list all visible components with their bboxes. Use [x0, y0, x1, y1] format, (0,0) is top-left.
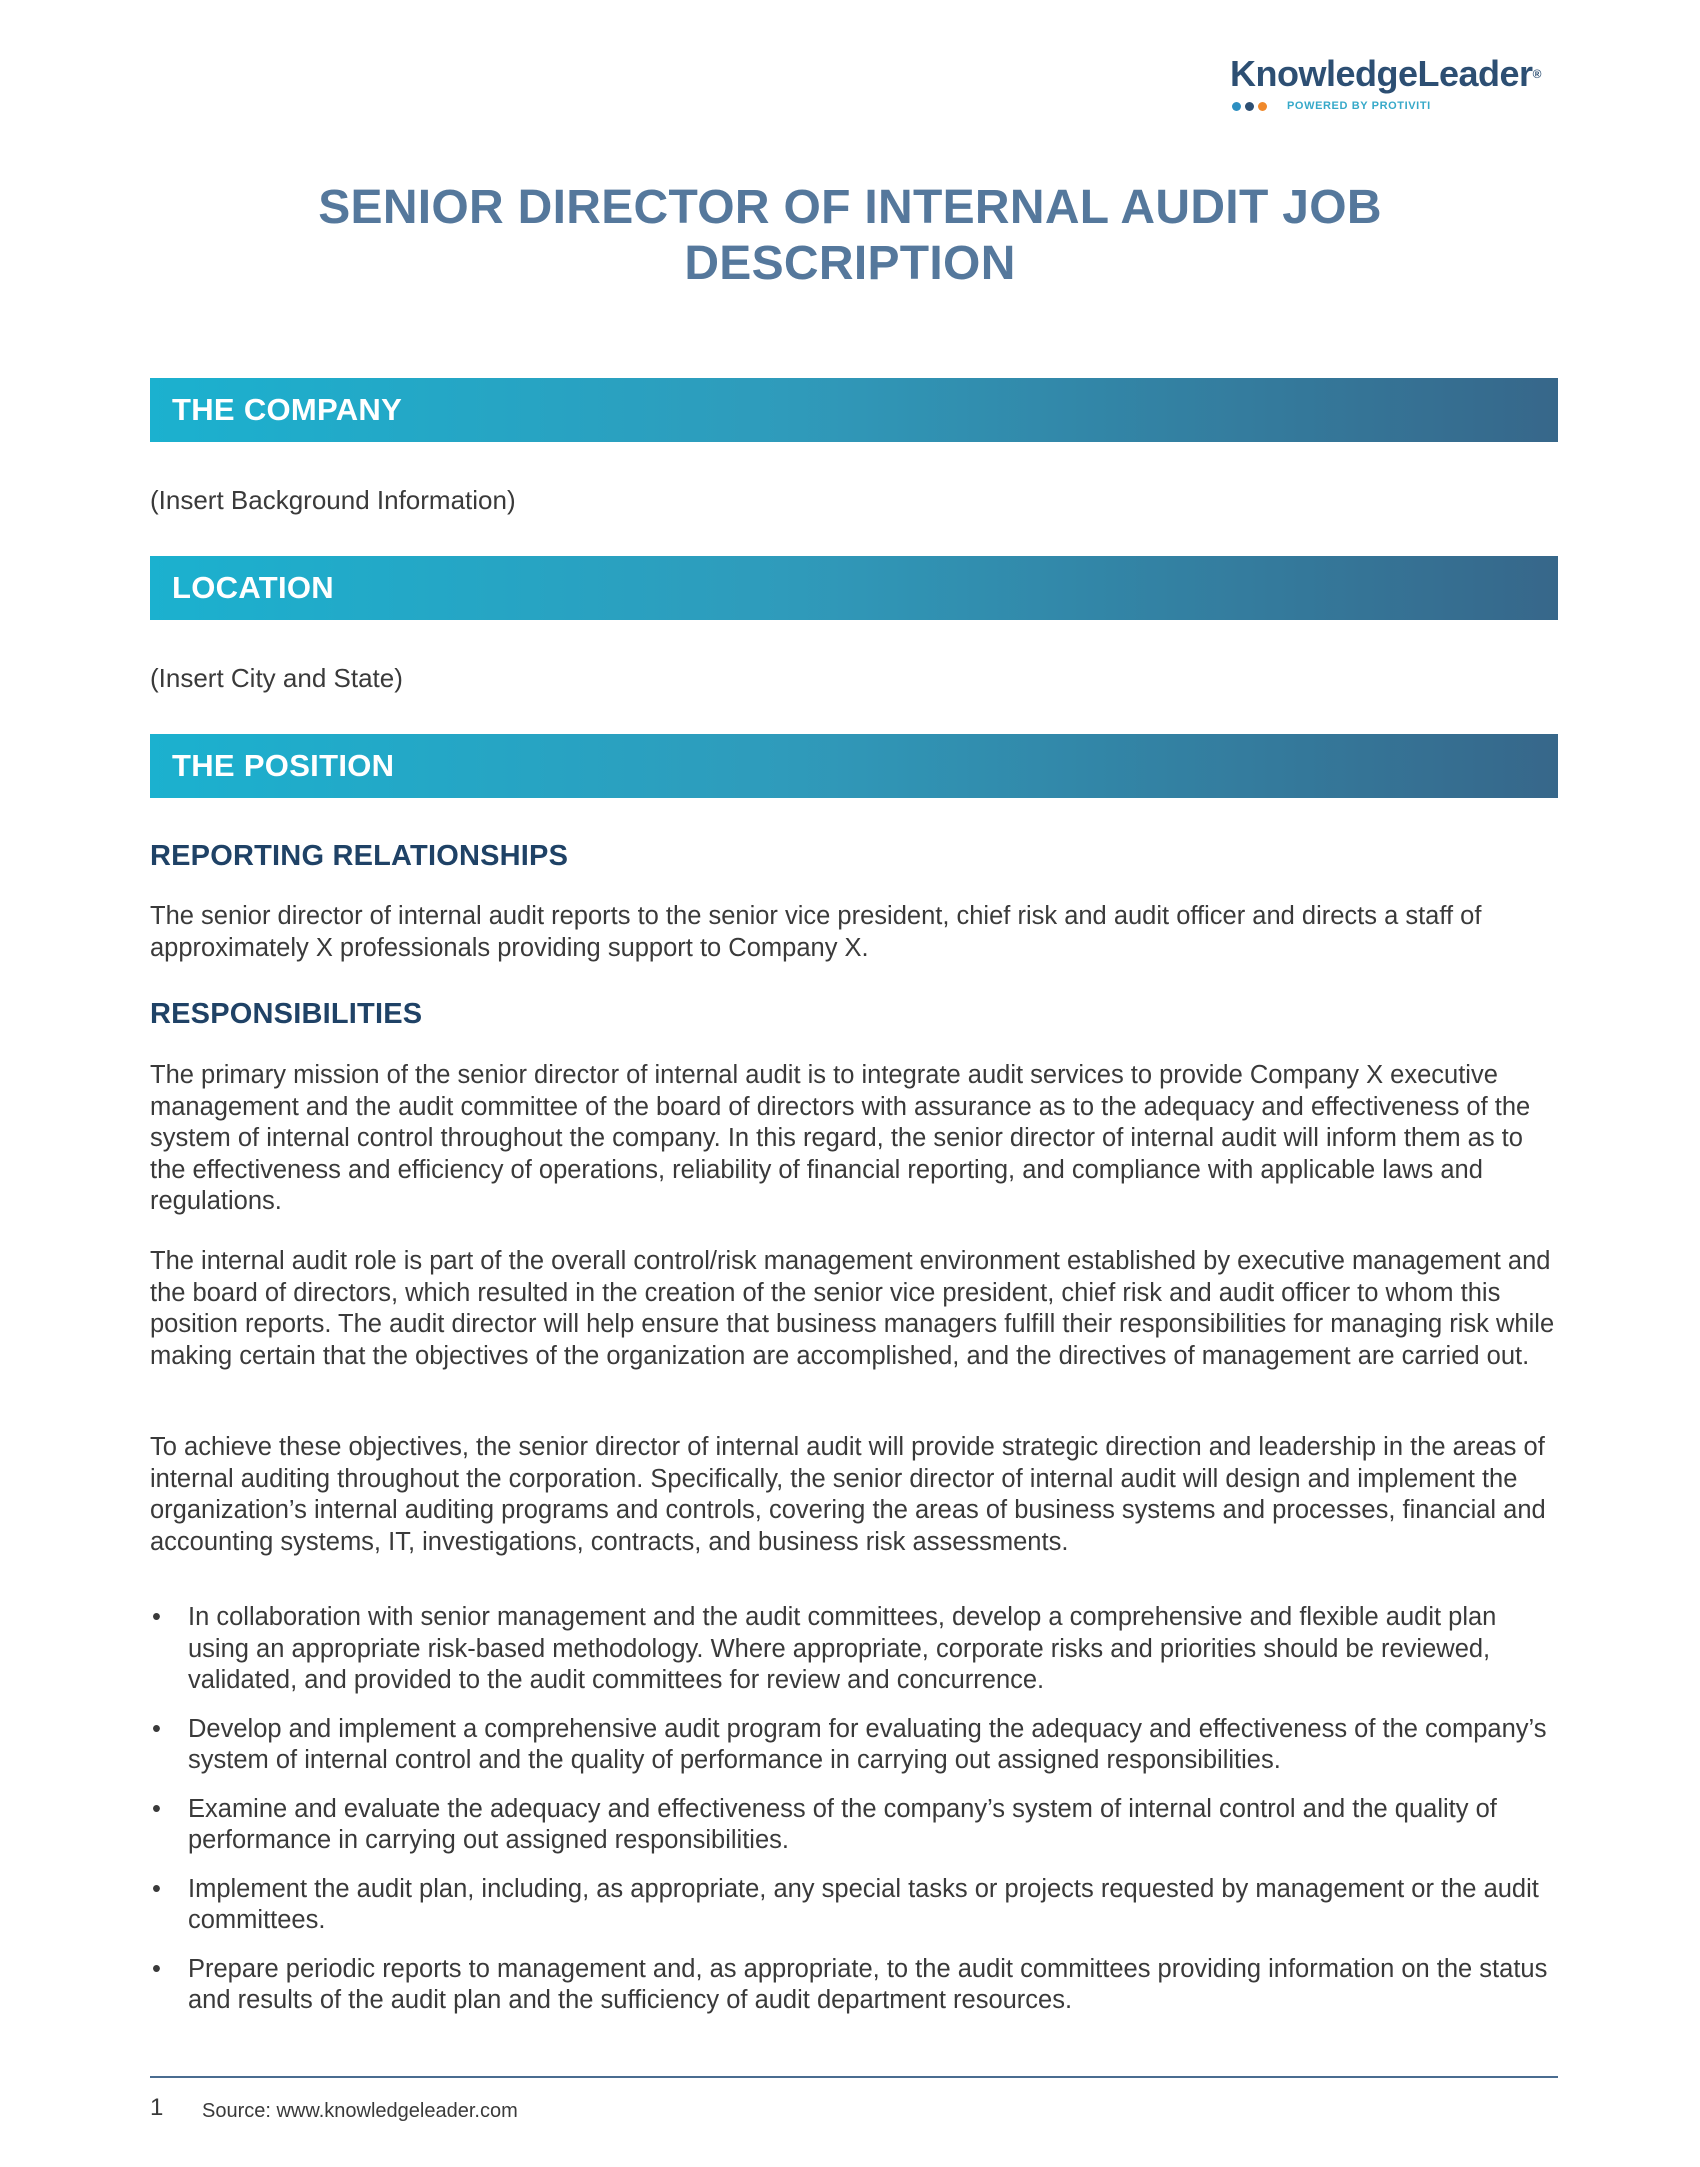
- bullet-text: Examine and evaluate the adequacy and effectiveness of the company’s system of internal control and the quality of performance in carrying out assigned responsibilities.: [188, 1794, 1497, 1854]
- knowledgeleader-logo: [1230, 52, 1560, 112]
- responsibilities-heading: RESPONSIBILITIES: [150, 998, 423, 1030]
- responsibilities-paragraph-1: The primary mission of the senior director of internal audit is to integrate audit services to provide Company X executive management and the audit committee of the board of directors with assurance as to the adequacy and effectiveness of the system of internal control throughout the company. In this regard, the senior director of internal audit will inform them as to the effectiveness and efficiency of operations, reliability of financial reporting, and compliance with applicable laws and regulations.: [150, 1061, 1531, 1215]
- bullet-icon: •: [152, 1954, 161, 1983]
- logo-dot-3: [1258, 102, 1267, 111]
- list-item: [150, 1602, 1560, 1697]
- registered-mark: ®: [1532, 67, 1541, 81]
- logo-subline: [1232, 100, 1560, 112]
- responsibilities-paragraph-3: To achieve these objectives, the senior director of internal audit will provide strategic direction and leadership in the areas of internal auditing throughout the corporation. Specifically, the senior director of internal audit will design and implement the organization’s internal auditing programs and controls, covering the areas of business systems and processes, financial and accounting systems, IT, investigations, contracts, and business risk assessments.: [150, 1433, 1546, 1556]
- company-background-placeholder: (Insert Background Information): [150, 485, 516, 515]
- responsibilities-bullet-list: [150, 1602, 1560, 2034]
- document-title: SENIOR DIRECTOR OF INTERNAL AUDIT JOB DESCRIPTION: [318, 181, 1382, 290]
- bullet-icon: •: [152, 1874, 161, 1903]
- section-heading-location: LOCATION: [172, 570, 334, 605]
- location-placeholder: (Insert City and State): [150, 663, 403, 693]
- list-item: [150, 1954, 1560, 2017]
- logo-tagline: POWERED BY PROTIVITI: [1287, 100, 1431, 112]
- bullet-icon: •: [152, 1714, 161, 1743]
- bullet-text: Develop and implement a comprehensive audit program for evaluating the adequacy and effectiveness of the company’s system of internal control and the quality of performance in carrying out assigned responsibilities.: [188, 1714, 1547, 1774]
- bullet-icon: •: [152, 1794, 161, 1823]
- source-line: Source: www.knowledgeleader.com: [202, 2100, 518, 2122]
- logo-dots-icon: [1232, 102, 1267, 111]
- logo-wordmark-text: KnowledgeLeader: [1230, 53, 1533, 94]
- section-heading-position: THE POSITION: [172, 748, 395, 783]
- bullet-text: Implement the audit plan, including, as appropriate, any special tasks or projects requested by management or the audit committees.: [188, 1874, 1539, 1934]
- logo-wordmark: [1230, 52, 1560, 96]
- bullet-text: In collaboration with senior management and the audit committees, develop a comprehensive and flexible audit plan using an appropriate risk-based methodology. Where appropriate, corporate risks and priorities should be reviewed, validated, and provided to the audit committees for review and concurrence.: [188, 1603, 1497, 1694]
- section-bar-location: [150, 556, 1558, 620]
- logo-dot-1: [1232, 102, 1241, 111]
- section-bar-company: [150, 378, 1558, 442]
- section-bar-position: [150, 734, 1558, 798]
- bullet-text: Prepare periodic reports to management and, as appropriate, to the audit committees providing information on the status and results of the audit plan and the sufficiency of audit department resources.: [188, 1954, 1548, 2014]
- responsibilities-paragraph-2: The internal audit role is part of the overall control/risk management environment established by executive management and the board of directors, which resulted in the creation of the senior vice president, chief risk and audit officer to whom this position reports. The audit director will help ensure that business managers fulfill their responsibilities for managing risk while making certain that the objectives of the organization are accomplished, and the directives of management are carried out.: [150, 1247, 1555, 1370]
- list-item: [150, 1794, 1560, 1857]
- page-number: 1: [150, 2094, 164, 2121]
- footer-divider: [150, 2076, 1558, 2078]
- reporting-relationships-heading: REPORTING RELATIONSHIPS: [150, 840, 569, 872]
- list-item: [150, 1874, 1560, 1937]
- bullet-icon: •: [152, 1603, 161, 1631]
- reporting-relationships-text: The senior director of internal audit reports to the senior vice president, chief risk and audit officer and directs a staff of approximately X professionals providing support to Company X.: [150, 902, 1482, 962]
- logo-dot-2: [1245, 102, 1254, 111]
- list-item: [150, 1714, 1560, 1777]
- section-heading-company: THE COMPANY: [172, 392, 403, 427]
